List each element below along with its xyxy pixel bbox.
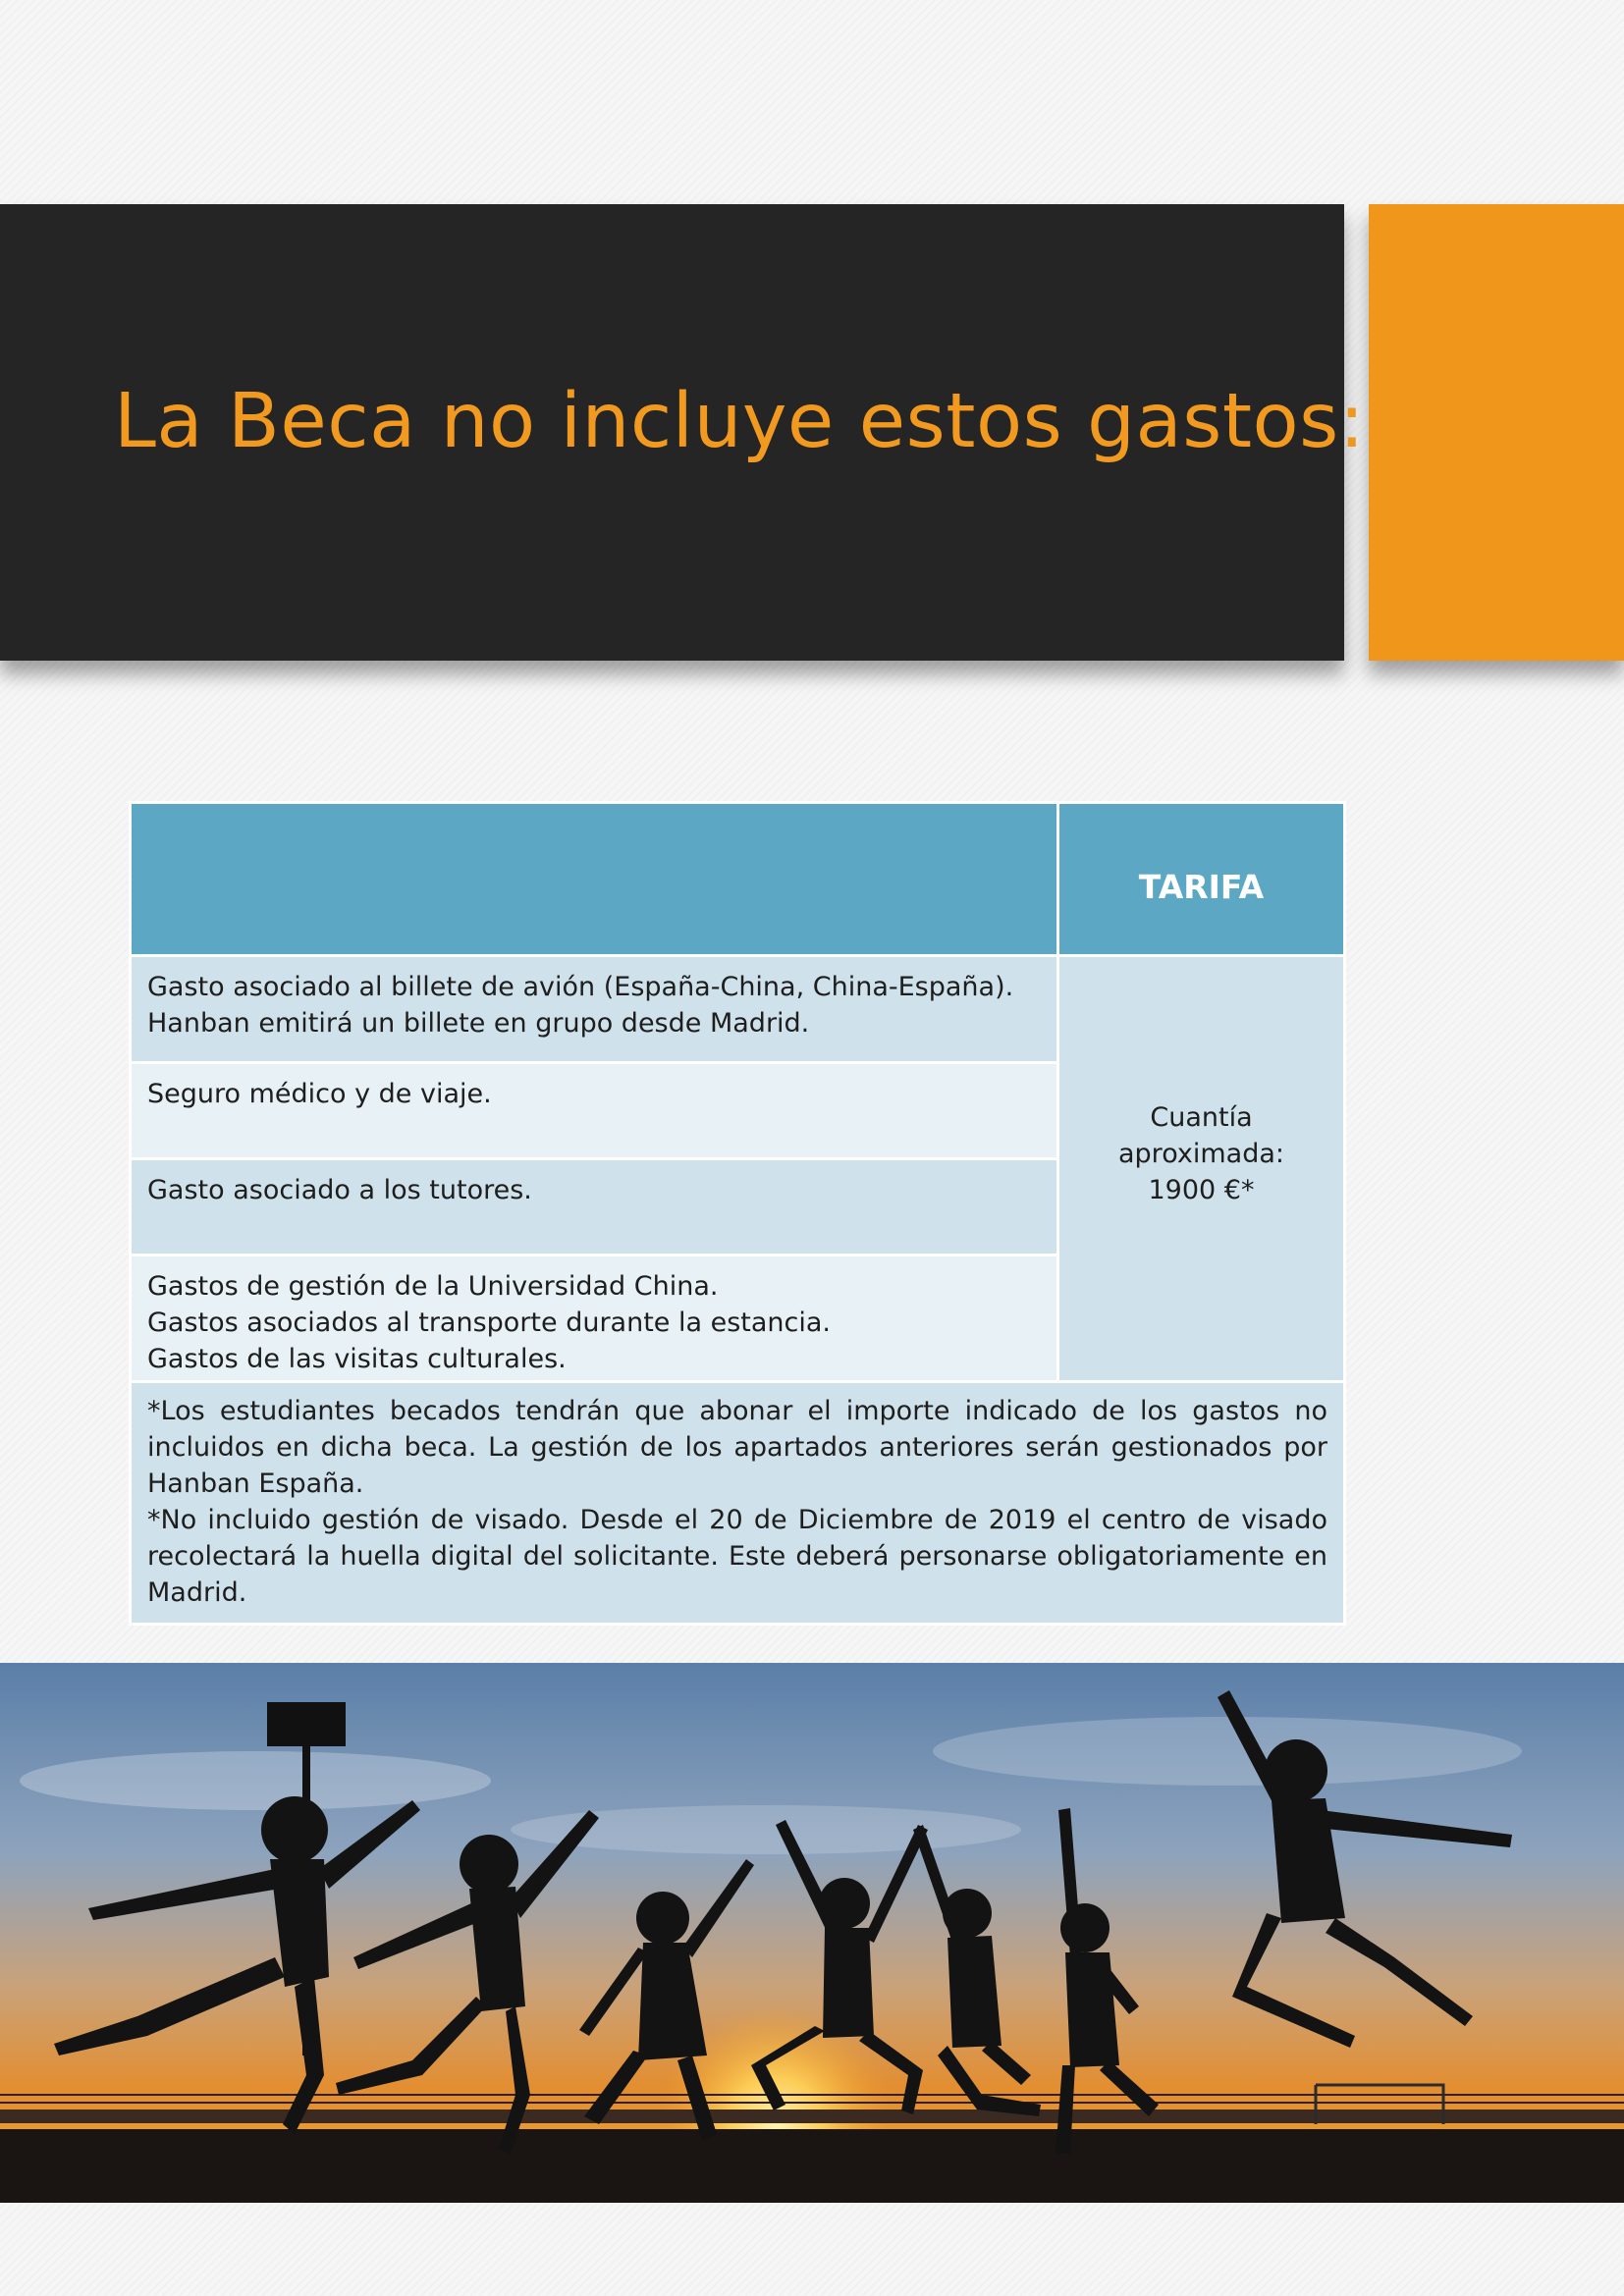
row-management: Gastos de gestión de la Universidad China. Gastos asociados al transporte durante la estancia. Gastos de las visitas culturales. [131, 1255, 1058, 1382]
accent-block [1369, 204, 1624, 661]
row-tutors: Gasto asociado a los tutores. [131, 1159, 1058, 1255]
rate-cell [1058, 956, 1345, 1382]
page-title: La Beca no incluye estos gastos: [114, 378, 1366, 465]
header-concept [131, 803, 1058, 956]
rate-amount: 1900 €* [1148, 1175, 1255, 1205]
notes-row [131, 1382, 1345, 1625]
header-tarifa: TARIFA [1058, 803, 1345, 956]
table-row [131, 956, 1345, 1063]
rate-line: Cuantía [1150, 1102, 1253, 1133]
note-scholars: *Los estudiantes becados tendrán que abonar el importe indicado de los gastos no incluidos en dicha beca. La gestión de los apartados anteriores serán gestionados por Hanban España. [147, 1396, 1327, 1499]
notes-cell [131, 1382, 1345, 1625]
row-insurance: Seguro médico y de viaje. [131, 1063, 1058, 1159]
note-visa: *No incluido gestión de visado. Desde el 20 de Diciembre de 2019 el centro de visado recolectará la huella digital del solicitante. Este deberá personarse obligatoriamente en Madrid. [147, 1505, 1327, 1608]
fees-table [129, 801, 1346, 1626]
table-header-row [131, 803, 1345, 956]
rate-line: aproximada: [1118, 1139, 1284, 1169]
row-flight: Gasto asociado al billete de avión (España-China, China-España). Hanban emitirá un billete en grupo desde Madrid. [131, 956, 1058, 1063]
jumping-silhouettes-photo [0, 1663, 1624, 2203]
